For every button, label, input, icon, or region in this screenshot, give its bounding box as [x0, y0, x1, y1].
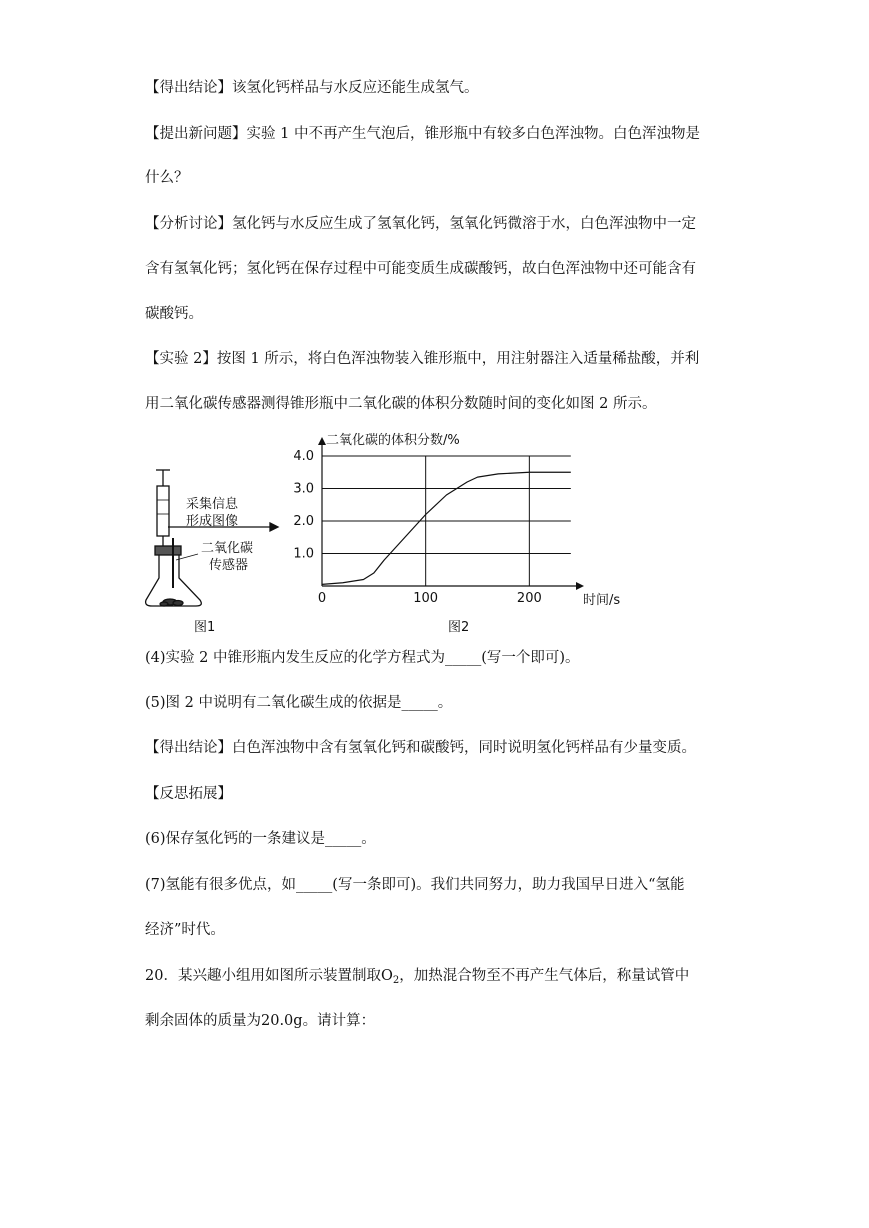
y-axis-arrow: [318, 437, 326, 445]
new-question-line-2: 什么？: [145, 170, 189, 186]
problem-20-subscript: 2: [392, 975, 400, 986]
problem-20-line-1: [145, 966, 689, 991]
conclusion-carbonate: 【得出结论】白色浑浊物中含有氢氧化钙和碳酸钙，同时说明氢化钙样品有少量变质。: [145, 740, 696, 756]
label-collect-1: 采集信息: [186, 497, 239, 512]
label-sensor-2: 传感器: [209, 558, 249, 573]
x-axis-arrow: [576, 582, 584, 590]
co2-volume-chart: [293, 432, 620, 608]
analysis-line-2: 含有氢氧化钙；氢化钙在保存过程中可能变质生成碳酸钙，故白色浑浊物中还可能含有: [145, 261, 696, 277]
x-tick-label-2: 200: [516, 591, 542, 606]
figure1-caption: 图1: [194, 620, 216, 635]
x-tick-label-1: 100: [413, 591, 439, 606]
y-tick-label-1: 2.0: [293, 514, 314, 529]
apparatus-diagram: [146, 470, 278, 606]
y-tick-label-3: 4.0: [293, 449, 314, 464]
question-6: (6)保存氢化钙的一条建议是_____。: [145, 831, 376, 847]
experiment2-line-2: 用二氧化碳传感器测得锥形瓶中二氧化碳的体积分数随时间的变化如图 2 所示。: [145, 396, 657, 412]
y-axis-label: 二氧化碳的体积分数/%: [326, 433, 460, 448]
new-question-line-1: 【提出新问题】实验 1 中不再产生气泡后，锥形瓶中有较多白色浑浊物。白色浑浊物是: [145, 126, 700, 142]
conclusion-hydrogen: 【得出结论】该氢化钙样品与水反应还能生成氢气。: [145, 80, 479, 96]
y-tick-label-0: 1.0: [293, 546, 314, 562]
question-5: (5)图 2 中说明有二氧化碳生成的依据是_____。: [145, 695, 453, 711]
analysis-line-3: 碳酸钙。: [145, 306, 203, 322]
syringe-barrel: [157, 486, 169, 536]
problem-20-text-b: ，加热混合物至不再产生气体后，称量试管中: [399, 968, 690, 984]
problem-20-text-a: 20．某兴趣小组用如图所示装置制取O: [145, 968, 393, 984]
question-7-line-2: 经济”时代。: [145, 922, 225, 938]
question-4: (4)实验 2 中锥形瓶内发生反应的化学方程式为_____(写一个即可)。: [145, 650, 580, 666]
label-sensor-1: 二氧化碳: [201, 541, 254, 556]
label-collect-2: 形成图像: [186, 514, 239, 529]
figure2-caption: 图2: [448, 620, 470, 635]
flask-stopper: [155, 546, 181, 555]
x-axis-label: 时间/s: [583, 593, 621, 608]
analysis-line-1: 【分析讨论】氢化钙与水反应生成了氢氧化钙，氢氧化钙微溶于水，白色浑浊物中一定: [145, 216, 696, 232]
figure-svg: [140, 428, 740, 640]
problem-20-line-2: 剩余固体的质量为20.0g。请计算：: [145, 1013, 376, 1029]
reflection-heading: 【反思拓展】: [145, 786, 232, 802]
question-7-line-1: (7)氢能有很多优点，如_____(写一条即可)。我们共同努力，助力我国早日进入“氢能: [145, 877, 685, 893]
experiment2-line-1: 【实验 2】按图 1 所示，将白色浑浊物装入锥形瓶中，用注射器注入适量稀盐酸，并利: [145, 351, 700, 367]
co2-series-line-0: [322, 472, 571, 584]
x-tick-label-0: 0: [317, 591, 327, 606]
y-tick-label-2: 3.0: [293, 481, 314, 497]
figure-area: [140, 428, 740, 640]
